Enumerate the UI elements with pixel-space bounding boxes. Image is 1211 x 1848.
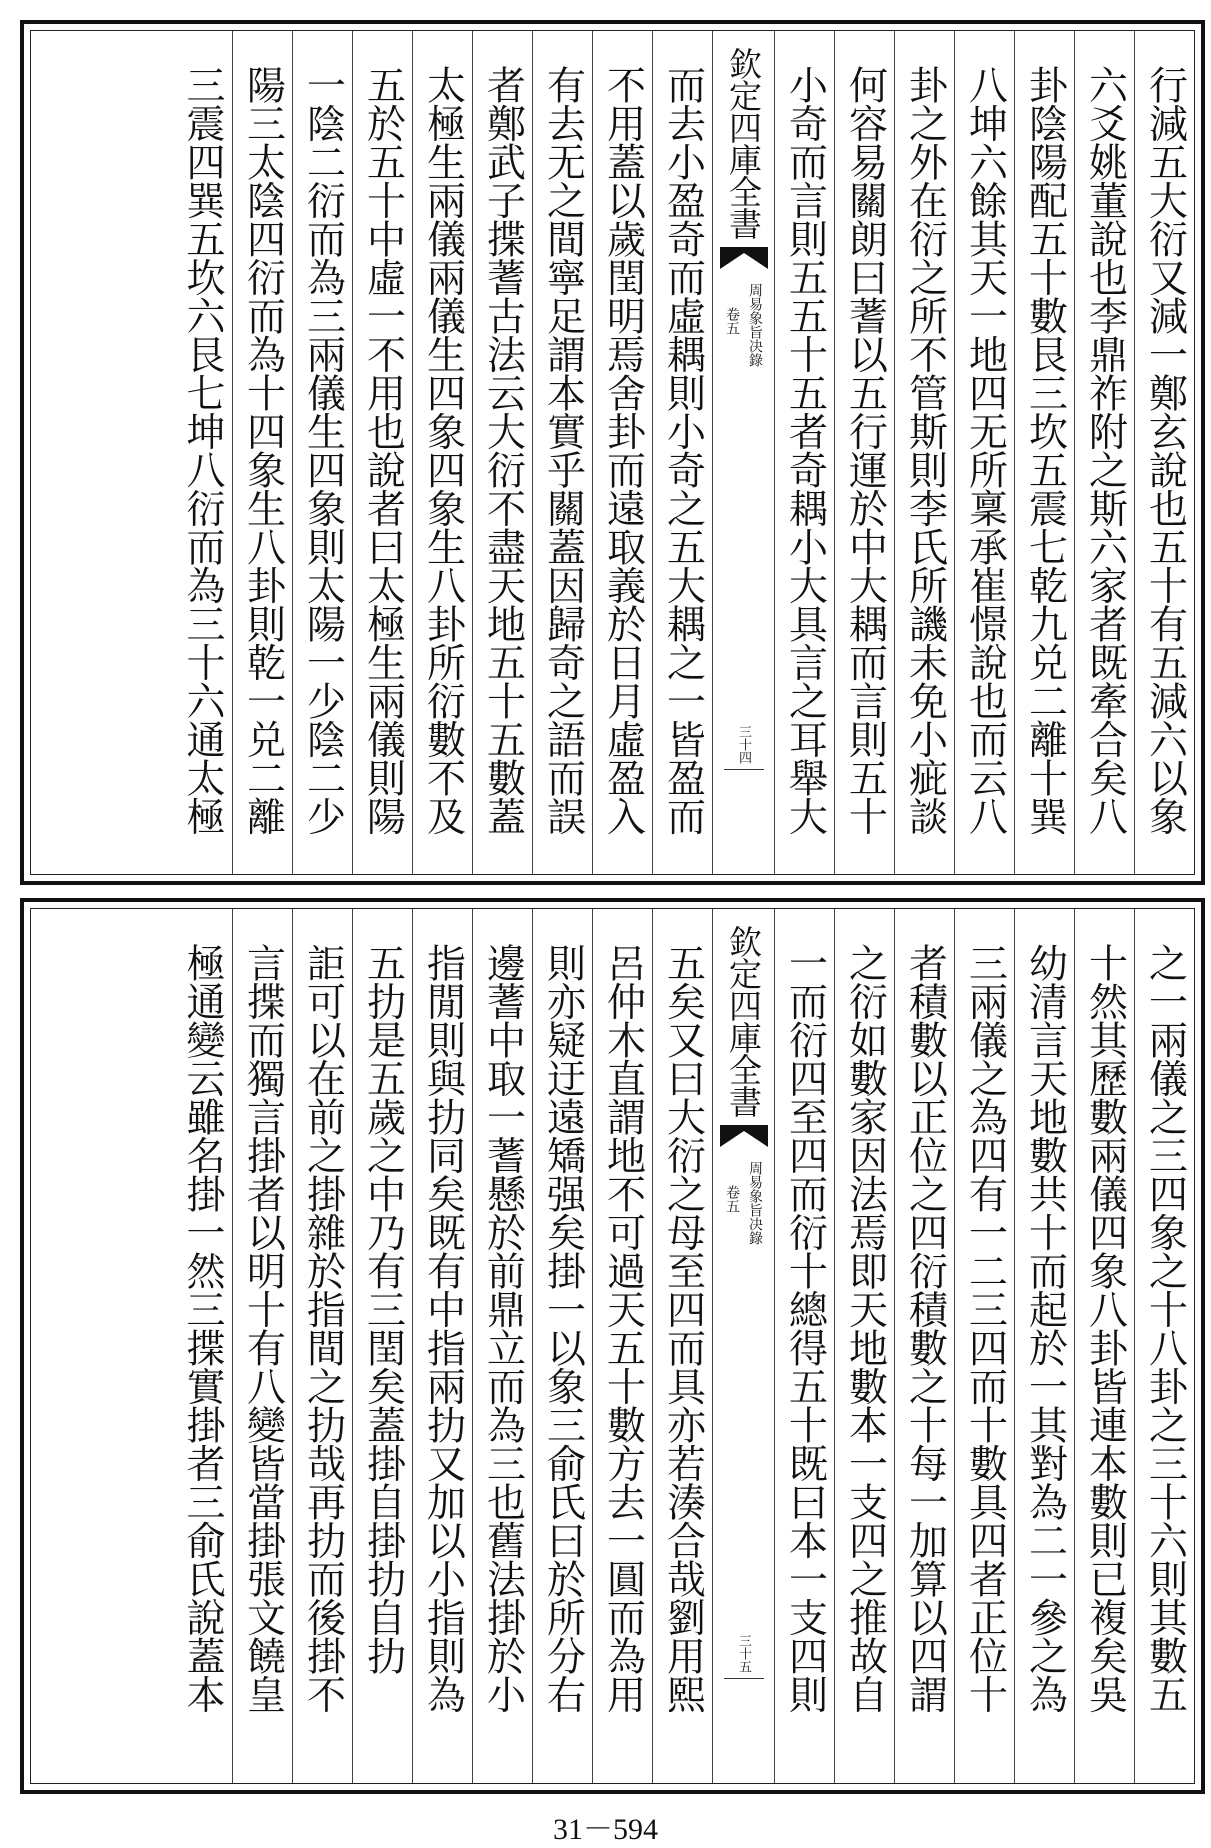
text-column xyxy=(412,31,472,874)
column-text: 言揲而獨言掛者以明十有八變皆當掛張文饒皇 xyxy=(240,943,286,1713)
text-column xyxy=(1134,909,1194,1783)
column-text: 有去无之間寧足謂本實乎關蓋因歸奇之語而誤 xyxy=(540,65,586,835)
column-text: 呂仲木直謂地不可過天五十數方去一圓而為用 xyxy=(600,943,646,1713)
text-column xyxy=(774,31,834,874)
spine-book-title: 周易象旨决錄 xyxy=(747,1161,763,1245)
column-text: 之衍如數家因法焉即天地數本一支四之推故自 xyxy=(842,943,888,1713)
column-text: 者積數以正位之四衍積數之十每一加算以四謂 xyxy=(902,943,948,1713)
column-text: 八坤六餘其天一地四无所稟承崔憬說也而云八 xyxy=(962,65,1008,835)
text-column xyxy=(472,909,532,1783)
spine-volume: 卷五 xyxy=(724,307,740,335)
text-column xyxy=(292,909,352,1783)
top-page-inner-border xyxy=(30,30,1195,875)
column-text: 一陰二衍而為三兩儀生四象則太陽一少陰二少 xyxy=(300,65,346,835)
column-text: 小奇而言則五五十五者奇耦小大具言之耳舉大 xyxy=(782,65,828,835)
text-column xyxy=(834,909,894,1783)
text-column xyxy=(1074,909,1134,1783)
column-text: 者鄭武子揲蓍古法云大衍不盡天地五十五數蓋 xyxy=(480,65,526,835)
page-number-footer: 31－594 xyxy=(553,1813,658,1846)
text-column xyxy=(1134,31,1194,874)
column-text: 陽三太陰四衍而為十四象生八卦則乾一兑二離 xyxy=(240,65,286,835)
column-text: 何容易關朗曰蓍以五行運於中大耦而言則五十 xyxy=(842,65,888,835)
text-column xyxy=(412,909,472,1783)
text-column xyxy=(232,909,292,1783)
spine-volume: 卷五 xyxy=(724,1185,740,1213)
text-column xyxy=(954,31,1014,874)
fishtail-ornament-icon xyxy=(720,247,768,273)
text-column xyxy=(592,31,652,874)
text-column xyxy=(894,31,954,874)
column-text: 十然其歷數兩儀四象八卦皆連本數則已複矣吳 xyxy=(1082,943,1128,1713)
text-column xyxy=(1014,31,1074,874)
column-text: 則亦疑迂遠矯强矣掛一以象三俞氏曰於所分右 xyxy=(540,943,586,1713)
fishtail-ornament-icon xyxy=(720,1125,768,1151)
text-column xyxy=(532,31,592,874)
column-text: 一而衍四至四而衍十總得五十既曰本一支四則 xyxy=(782,943,828,1713)
text-column xyxy=(834,31,894,874)
text-column xyxy=(652,31,712,874)
text-column xyxy=(532,909,592,1783)
spine-column xyxy=(712,31,774,874)
text-column xyxy=(172,909,232,1783)
column-text: 五扐是五歲之中乃有三閏矣蓋掛自掛扐自扐 xyxy=(360,943,406,1675)
text-column xyxy=(352,909,412,1783)
spine-divider xyxy=(724,1678,764,1679)
text-column xyxy=(954,909,1014,1783)
column-text: 幼清言天地數共十而起於一其對為二一參之為 xyxy=(1022,943,1068,1713)
text-column xyxy=(592,909,652,1783)
column-text: 不用蓋以歲閏明焉舍卦而遠取義於日月虛盈入 xyxy=(600,65,646,835)
top-page-columns xyxy=(31,31,1194,874)
spine-title: 欽定四庫全書 xyxy=(724,925,763,1117)
spine-column xyxy=(712,909,774,1783)
text-column xyxy=(232,31,292,874)
spine-title: 欽定四庫全書 xyxy=(724,47,763,239)
column-text: 行減五大衍又減一鄭玄說也五十有五減六以象 xyxy=(1142,65,1188,835)
column-text: 三兩儀之為四有一二三四而十數具四者正位十 xyxy=(962,943,1008,1713)
column-text: 邊蓍中取一蓍懸於前鼎立而為三也舊法掛於小 xyxy=(480,943,526,1713)
bottom-page-panel xyxy=(20,898,1205,1794)
column-text: 太極生兩儀兩儀生四象四象生八卦所衍數不及 xyxy=(420,65,466,835)
text-column xyxy=(894,909,954,1783)
spine-divider xyxy=(724,769,764,770)
column-text: 之一兩儀之三四象之十八卦之三十六則其數五 xyxy=(1142,943,1188,1713)
spine-subtitle xyxy=(722,283,765,367)
text-column xyxy=(774,909,834,1783)
text-column xyxy=(1074,31,1134,874)
spine-book-title: 周易象旨决錄 xyxy=(747,283,763,367)
spine-page-number: 三十四 xyxy=(736,725,751,764)
spine-subtitle xyxy=(722,1161,765,1245)
spine-page-number: 三十五 xyxy=(736,1634,751,1673)
text-column xyxy=(652,909,712,1783)
column-text: 卦之外在衍之所不管斯則李氏所譏未免小疵談 xyxy=(902,65,948,835)
top-page-panel xyxy=(20,20,1205,885)
column-text: 三震四巽五坎六艮七坤八衍而為三十六通太極 xyxy=(180,65,225,835)
column-text: 指閒則與扐同矣既有中指兩扐又加以小指則為 xyxy=(420,943,466,1713)
text-column xyxy=(472,31,532,874)
column-text: 極通變云雖名掛一然三揲實掛者三俞氏說蓋本 xyxy=(180,943,225,1713)
text-column xyxy=(352,31,412,874)
bottom-page-columns xyxy=(31,909,1194,1783)
column-text: 卦陰陽配五十數艮三坎五震七乾九兑二離十巽 xyxy=(1022,65,1068,835)
text-column xyxy=(1014,909,1074,1783)
text-column xyxy=(172,31,232,874)
column-text: 而去小盈奇而虛耦則小奇之五大耦之一皆盈而 xyxy=(660,65,706,835)
bottom-page-inner-border xyxy=(30,908,1195,1784)
column-text: 五於五十中虛一不用也說者曰太極生兩儀則陽 xyxy=(360,65,406,835)
column-text: 五矣又曰大衍之母至四而具亦若湊合哉劉用熙 xyxy=(660,943,706,1713)
column-text: 六爻姚董說也李鼎祚附之斯六家者既牽合矣八 xyxy=(1082,65,1128,835)
text-column xyxy=(292,31,352,874)
column-text: 詎可以在前之掛雜於指間之扐哉再扐而後掛不 xyxy=(300,943,346,1713)
